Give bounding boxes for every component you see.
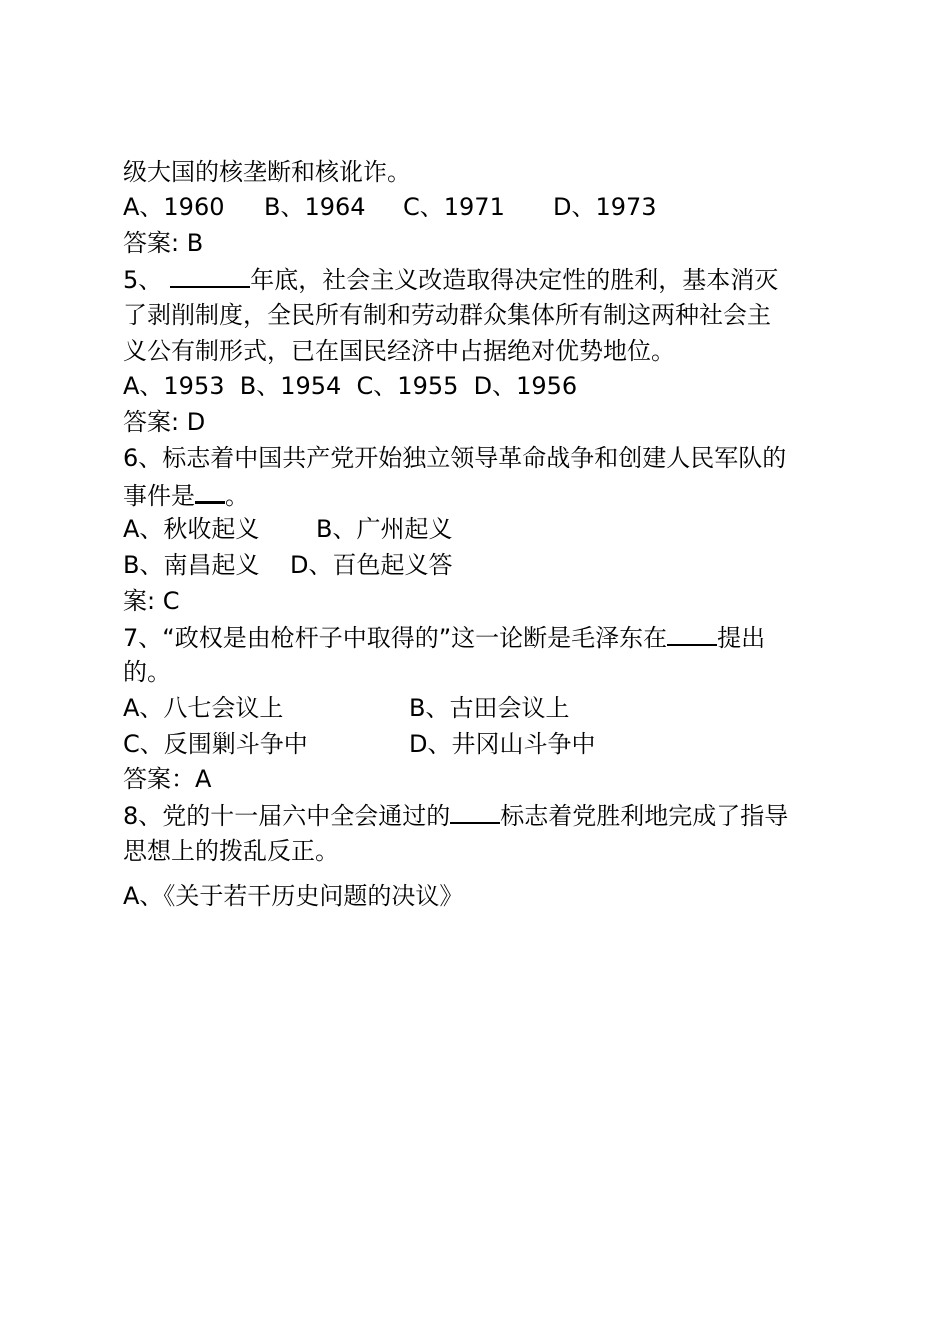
- answer-line: 案: C: [123, 587, 180, 615]
- fill-blank: [170, 264, 250, 288]
- question-text: 7、“政权是由枪杆子中取得的”这一论断是毛泽东在: [123, 624, 668, 652]
- question-number: 5、: [123, 266, 163, 294]
- q7-options-row2: [123, 729, 843, 759]
- q6-options-row1: [123, 514, 843, 544]
- text-line: 6、标志着中国共产党开始独立领导革命战争和创建人民军队的: [123, 444, 787, 472]
- question-text: 年底，社会主义改造取得决定性的胜利，基本消灭: [250, 266, 779, 294]
- answer-line: 答案: B: [123, 229, 204, 257]
- question-text: 提出: [717, 624, 766, 652]
- option-b: B、1964: [264, 193, 366, 221]
- question-text: 标志着党胜利地完成了指导: [500, 802, 789, 830]
- answer-line: 答案: D: [123, 408, 206, 436]
- option-c: C、1971: [403, 193, 505, 221]
- q6-options-row2: [123, 550, 843, 580]
- fill-blank: [195, 479, 225, 504]
- option-b: B、古田会议上: [409, 694, 570, 722]
- question-text: 。: [225, 482, 249, 510]
- question-text: 8、党的十一届六中全会通过的: [123, 802, 451, 830]
- option-c: C、反围剿斗争中: [123, 730, 308, 758]
- text-line: 级大国的核垄断和核讹诈。: [123, 158, 411, 186]
- text-line: 思想上的拨乱反正。: [123, 837, 339, 865]
- option-c: B、南昌起义: [123, 551, 260, 579]
- q5-options: A、1953 B、1954 C、1955 D、1956: [123, 372, 578, 400]
- question-6-line2: [123, 479, 249, 511]
- question-text: 事件是: [123, 482, 195, 510]
- question-8: [123, 800, 788, 831]
- text-line: 了剥削制度，全民所有制和劳动群众集体所有制这两种社会主: [123, 301, 771, 329]
- option-d: D、百色起义答: [290, 551, 453, 579]
- option-b: B、广州起义: [316, 515, 453, 543]
- fill-blank: [667, 622, 717, 646]
- option-a: A、《关于若干历史问题的决议》: [123, 882, 464, 910]
- q4-options: [123, 192, 843, 222]
- option-a: A、1960: [123, 193, 225, 221]
- q7-options-row1: [123, 693, 843, 723]
- question-7: [123, 622, 765, 653]
- option-a: A、秋收起义: [123, 515, 260, 543]
- option-d: D、1973: [553, 193, 657, 221]
- option-a: A、八七会议上: [123, 694, 284, 722]
- fill-blank: [450, 800, 500, 824]
- option-d: D、井冈山斗争中: [409, 730, 596, 758]
- text-line: 的。: [123, 658, 171, 686]
- answer-line: 答案：A: [123, 765, 212, 793]
- text-line: 义公有制形式，已在国民经济中占据绝对优势地位。: [123, 337, 675, 365]
- question-5: [123, 264, 778, 295]
